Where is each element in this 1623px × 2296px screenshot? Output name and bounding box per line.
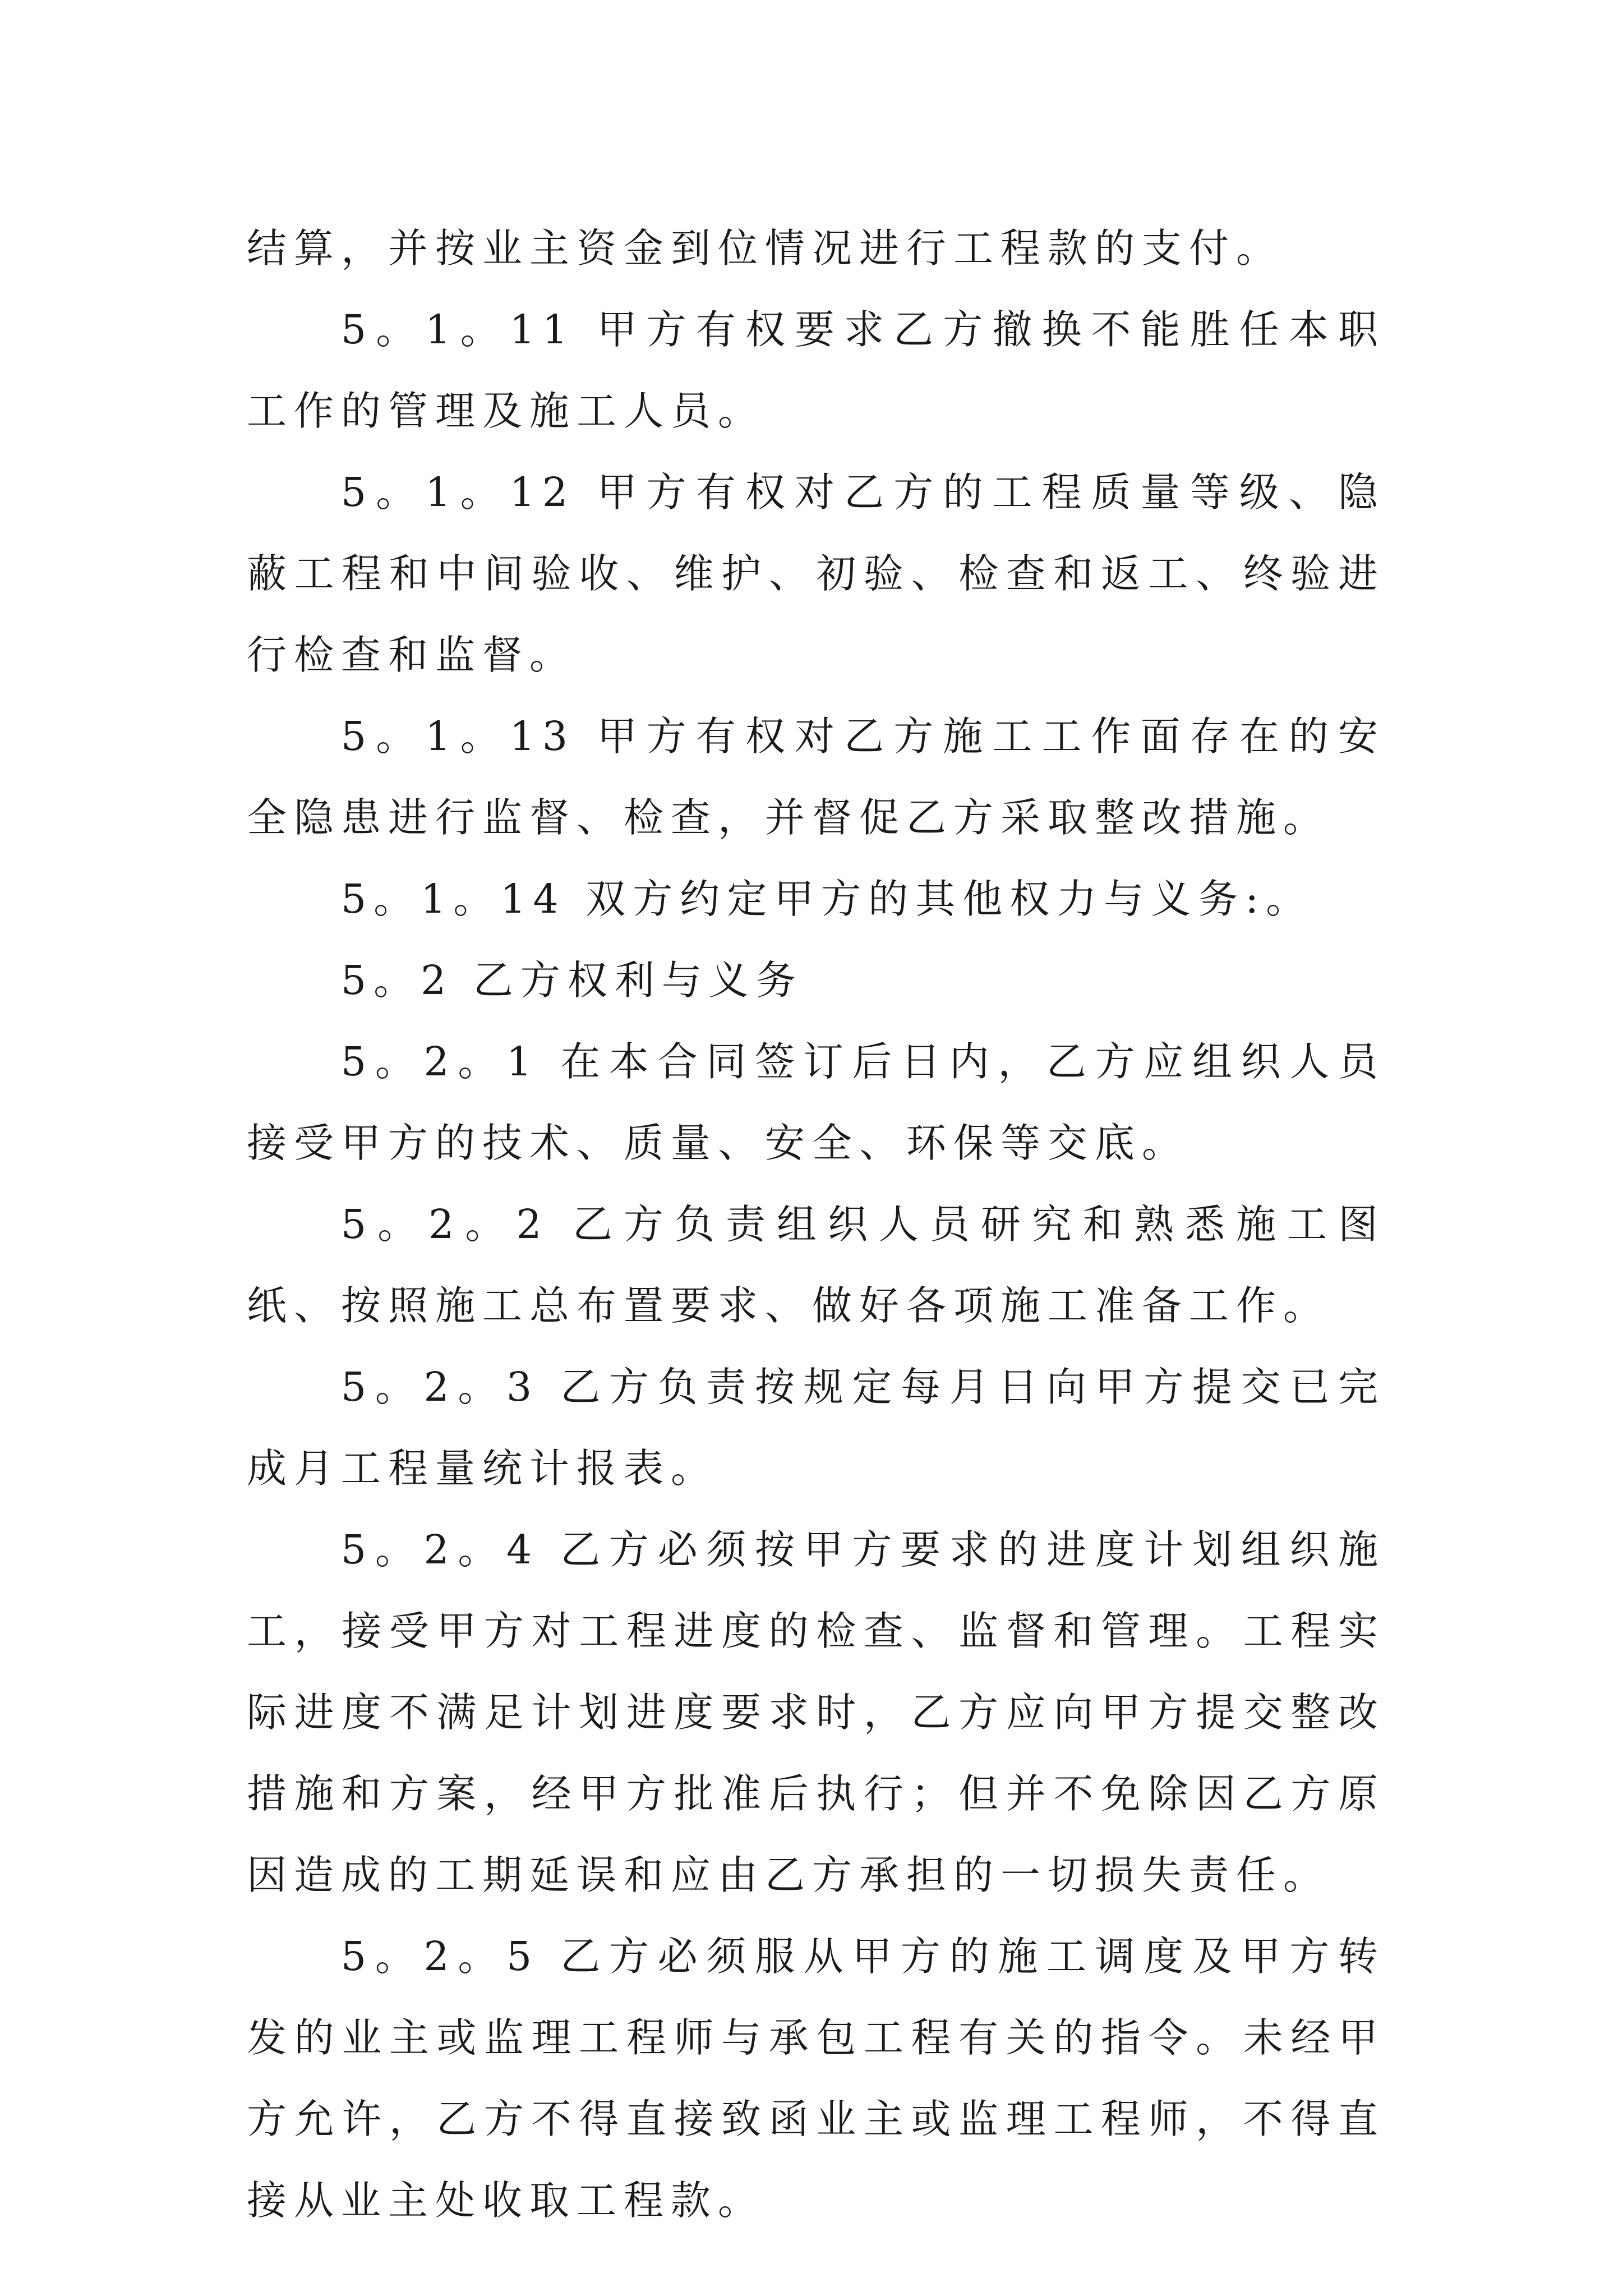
paragraph-settlement-continued: 结算，并按业主资金到位情况进行工程款的支付。	[247, 225, 1284, 272]
paragraph-5-2-1: 5。2。1 在本合同签订后日内，乙方应组织人员接受甲方的技术、质量、安全、环保等交底。	[247, 1038, 1385, 1166]
paragraph-5-2-5: 5。2。5 乙方必须服从甲方的施工调度及甲方转发的业主或监理工程师与承包工程有关的指令。未经甲方允许，乙方不得直接致函业主或监理工程师，不得直接从业主处收取工程款。	[247, 1933, 1385, 2224]
paragraph-5-2-3: 5。2。3 乙方负责按规定每月日向甲方提交已完成月工程量统计报表。	[247, 1364, 1385, 1492]
paragraph-5-1-14: 5。1。14 双方约定甲方的其他权力与义务:。	[341, 876, 1313, 922]
paragraph-5-1-12: 5。1。12 甲方有权对乙方的工程质量等级、隐蔽工程和中间验收、维护、初验、检查和返工、终验进行检查和监督。	[247, 469, 1385, 678]
paragraph-5-1-11: 5。1。11 甲方有权要求乙方撤换不能胜任本职工作的管理及施工人员。	[247, 306, 1385, 434]
paragraph-5-1-13: 5。1。13 甲方有权对乙方施工工作面存在的安全隐患进行监督、检查，并督促乙方采取整改措施。	[247, 713, 1385, 841]
section-heading-5-2: 5。2 乙方权利与义务	[341, 957, 803, 1004]
paragraph-5-2-2: 5。2。2 乙方负责组织人员研究和熟悉施工图纸、按照施工总布置要求、做好各项施工准备工作。	[247, 1201, 1385, 1329]
contract-body	[247, 208, 1385, 2241]
paragraph-5-2-4: 5。2。4 乙方必须按甲方要求的进度计划组织施工，接受甲方对工程进度的检查、监督和管理。工程实际进度不满足计划进度要求时，乙方应向甲方提交整改措施和方案，经甲方批准后执行；但并不免除因乙方原因造成的工期延误和应由乙方承担的一切损失责任。	[247, 1526, 1385, 1898]
